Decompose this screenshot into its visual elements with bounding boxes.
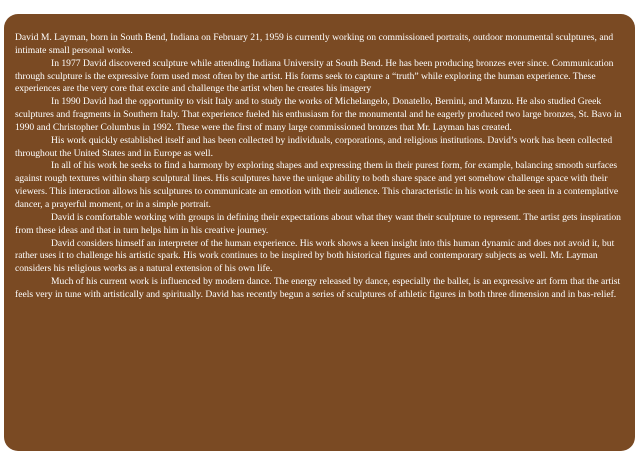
biography-paragraph-intro: David M. Layman, born in South Bend, Indiana on February 21, 1959 is currently working on commissioned portraits, outdoor monumental sculptures, and intimate small personal works.	[15, 32, 614, 56]
biography-paragraph-collections: His work quickly established itself and has been collected by individuals, corporations, and religious institutions. David’s work has been collected throughout the United States and in Europe as well.	[15, 134, 613, 159]
biography-text	[15, 32, 625, 302]
biography-paragraph-interpreter: David considers himself an interpreter of the human experience. His work shows a keen insight into this human dynamic and does not avoid it, but rather uses it to challenge his artistic spark. His work continues to be inspired by both historical figures and contemporary subjects as well. Mr. Layman considers his religious works as a natural extension of his own life.	[15, 237, 615, 275]
biography-panel	[4, 14, 635, 451]
biography-paragraph-1977: In 1977 David discovered sculpture while attending Indiana University at South Bend. He has been producing bronzes ever since. Communication through sculpture is the expressive form used most often by the artist. His forms seek to capture a “truth” while exploring the human experience. These experiences are the very core that excite and challenge the artist when he creates his imagery	[15, 57, 614, 95]
biography-paragraph-dance: Much of his current work is influenced by modern dance. The energy released by dance, especially the ballet, is an expressive art form that the artist feels very in tune with artistically and spiritually. David has recently begun a series of sculptures of athletic figures in both three dimension and in bas-relief.	[15, 276, 621, 300]
biography-paragraph-italy: In 1990 David had the opportunity to visit Italy and to study the works of Michelangelo, Donatello, Bernini, and Manzu. He also studied Greek sculptures and fragments in Southern Italy. That experience fueled his enthusiasm for the monumental and he eagerly produced two large bronzes, St. Bavo in 1990 and Christopher Columbus in 1992. These were the first of many large commissioned bronzes that Mr. Layman has created.	[15, 96, 622, 133]
biography-paragraph-groups: David is comfortable working with groups in defining their expectations about what they want their sculpture to represent. The artist gets inspiration from these ideas and that in turn helps him in his creative journey.	[15, 211, 621, 236]
biography-paragraph-harmony: In all of his work he seeks to find a harmony by exploring shapes and expressing them in their purest form, for example, balancing smooth surfaces against rough textures within sharp sculptural lines. His sculptures have the unique ability to both share space and yet somehow challenge space with their viewers. This interaction allows his sculptures to communicate an emotion with their audience. This characteristic in his work can be seen in a contemplative dancer, a prayerful moment, or in a simple portrait.	[15, 160, 619, 210]
